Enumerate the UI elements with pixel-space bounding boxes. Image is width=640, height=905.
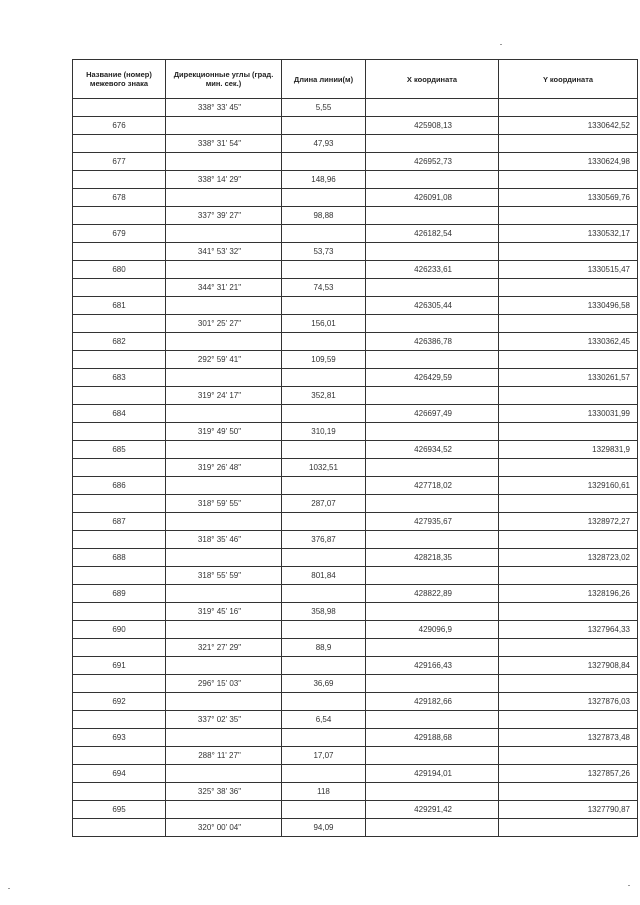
line-length: 118 bbox=[282, 783, 366, 801]
point-name: 683 bbox=[73, 369, 166, 387]
y-coordinate bbox=[499, 819, 638, 837]
x-coordinate: 426952,73 bbox=[366, 153, 499, 171]
line-length bbox=[282, 549, 366, 567]
table-header-row bbox=[73, 60, 638, 99]
point-name: 688 bbox=[73, 549, 166, 567]
direction-angle: 319° 49' 50" bbox=[166, 423, 282, 441]
direction-angle: 318° 35' 46" bbox=[166, 531, 282, 549]
point-row bbox=[73, 477, 638, 495]
x-coordinate bbox=[366, 459, 499, 477]
point-row bbox=[73, 333, 638, 351]
x-coordinate bbox=[366, 603, 499, 621]
line-length: 287,07 bbox=[282, 495, 366, 513]
direction-angle: 325° 38' 36" bbox=[166, 783, 282, 801]
x-coordinate: 429291,42 bbox=[366, 801, 499, 819]
line-length: 156,01 bbox=[282, 315, 366, 333]
x-coordinate bbox=[366, 243, 499, 261]
y-coordinate: 1327790,87 bbox=[499, 801, 638, 819]
line-length bbox=[282, 117, 366, 135]
y-coordinate: 1327908,84 bbox=[499, 657, 638, 675]
segment-row bbox=[73, 495, 638, 513]
point-row bbox=[73, 441, 638, 459]
line-length bbox=[282, 333, 366, 351]
x-coordinate: 426305,44 bbox=[366, 297, 499, 315]
line-length bbox=[282, 441, 366, 459]
segment-row bbox=[73, 747, 638, 765]
direction-angle bbox=[166, 225, 282, 243]
point-row bbox=[73, 765, 638, 783]
line-length: 358,98 bbox=[282, 603, 366, 621]
point-row bbox=[73, 801, 638, 819]
x-coordinate bbox=[366, 387, 499, 405]
direction-angle: 338° 31' 54" bbox=[166, 135, 282, 153]
direction-angle bbox=[166, 729, 282, 747]
y-coordinate: 1328196,26 bbox=[499, 585, 638, 603]
y-coordinate bbox=[499, 171, 638, 189]
y-coordinate: 1330031,99 bbox=[499, 405, 638, 423]
point-name bbox=[73, 567, 166, 585]
line-length: 5,55 bbox=[282, 99, 366, 117]
line-length bbox=[282, 225, 366, 243]
x-coordinate bbox=[366, 351, 499, 369]
y-coordinate bbox=[499, 351, 638, 369]
y-coordinate: 1330362,45 bbox=[499, 333, 638, 351]
point-row bbox=[73, 657, 638, 675]
table-body bbox=[73, 99, 638, 837]
segment-row bbox=[73, 639, 638, 657]
direction-angle: 292° 59' 41" bbox=[166, 351, 282, 369]
point-row bbox=[73, 189, 638, 207]
x-coordinate: 428822,89 bbox=[366, 585, 499, 603]
direction-angle bbox=[166, 801, 282, 819]
segment-row bbox=[73, 135, 638, 153]
point-name: 692 bbox=[73, 693, 166, 711]
line-length: 47,93 bbox=[282, 135, 366, 153]
point-name bbox=[73, 675, 166, 693]
point-name bbox=[73, 819, 166, 837]
y-coordinate bbox=[499, 495, 638, 513]
line-length: 53,73 bbox=[282, 243, 366, 261]
segment-row bbox=[73, 423, 638, 441]
point-name bbox=[73, 711, 166, 729]
point-name: 680 bbox=[73, 261, 166, 279]
x-coordinate bbox=[366, 567, 499, 585]
point-row bbox=[73, 225, 638, 243]
point-row bbox=[73, 405, 638, 423]
line-length: 148,96 bbox=[282, 171, 366, 189]
x-coordinate: 426386,78 bbox=[366, 333, 499, 351]
direction-angle bbox=[166, 189, 282, 207]
line-length bbox=[282, 513, 366, 531]
direction-angle: 319° 45' 16" bbox=[166, 603, 282, 621]
point-name bbox=[73, 315, 166, 333]
segment-row bbox=[73, 459, 638, 477]
segment-row bbox=[73, 279, 638, 297]
direction-angle: 341° 53' 32" bbox=[166, 243, 282, 261]
y-coordinate: 1327873,48 bbox=[499, 729, 638, 747]
direction-angle: 319° 26' 48" bbox=[166, 459, 282, 477]
segment-row bbox=[73, 675, 638, 693]
y-coordinate bbox=[499, 279, 638, 297]
direction-angle bbox=[166, 441, 282, 459]
direction-angle bbox=[166, 657, 282, 675]
line-length: 6,54 bbox=[282, 711, 366, 729]
point-name: 684 bbox=[73, 405, 166, 423]
segment-row bbox=[73, 171, 638, 189]
x-coordinate bbox=[366, 675, 499, 693]
direction-angle: 338° 33' 45" bbox=[166, 99, 282, 117]
x-coordinate: 429182,66 bbox=[366, 693, 499, 711]
point-name: 689 bbox=[73, 585, 166, 603]
point-row bbox=[73, 297, 638, 315]
y-coordinate bbox=[499, 459, 638, 477]
segment-row bbox=[73, 711, 638, 729]
point-name bbox=[73, 783, 166, 801]
y-coordinate bbox=[499, 243, 638, 261]
point-row bbox=[73, 369, 638, 387]
line-length bbox=[282, 261, 366, 279]
point-name: 685 bbox=[73, 441, 166, 459]
line-length: 376,87 bbox=[282, 531, 366, 549]
x-coordinate: 429188,68 bbox=[366, 729, 499, 747]
header-y-coordinate: Y координата bbox=[499, 60, 638, 99]
direction-angle bbox=[166, 369, 282, 387]
direction-angle bbox=[166, 585, 282, 603]
point-row bbox=[73, 585, 638, 603]
line-length bbox=[282, 657, 366, 675]
point-row bbox=[73, 261, 638, 279]
y-coordinate: 1329831,9 bbox=[499, 441, 638, 459]
direction-angle: 296° 15' 03" bbox=[166, 675, 282, 693]
point-row bbox=[73, 549, 638, 567]
segment-row bbox=[73, 819, 638, 837]
y-coordinate: 1328723,02 bbox=[499, 549, 638, 567]
point-name: 690 bbox=[73, 621, 166, 639]
segment-row bbox=[73, 783, 638, 801]
point-name bbox=[73, 747, 166, 765]
line-length: 94,09 bbox=[282, 819, 366, 837]
document-page bbox=[72, 59, 637, 837]
y-coordinate: 1328972,27 bbox=[499, 513, 638, 531]
y-coordinate: 1327857,26 bbox=[499, 765, 638, 783]
direction-angle bbox=[166, 117, 282, 135]
header-point-name: Название (номер) межевого знака bbox=[73, 60, 166, 99]
x-coordinate: 428218,35 bbox=[366, 549, 499, 567]
x-coordinate: 429194,01 bbox=[366, 765, 499, 783]
y-coordinate bbox=[499, 675, 638, 693]
direction-angle: 318° 59' 55" bbox=[166, 495, 282, 513]
point-row bbox=[73, 117, 638, 135]
point-name: 676 bbox=[73, 117, 166, 135]
direction-angle bbox=[166, 513, 282, 531]
direction-angle bbox=[166, 333, 282, 351]
x-coordinate bbox=[366, 639, 499, 657]
direction-angle: 337° 39' 27" bbox=[166, 207, 282, 225]
point-name: 694 bbox=[73, 765, 166, 783]
segment-row bbox=[73, 207, 638, 225]
y-coordinate: 1330261,57 bbox=[499, 369, 638, 387]
x-coordinate bbox=[366, 819, 499, 837]
point-name bbox=[73, 135, 166, 153]
y-coordinate: 1330642,52 bbox=[499, 117, 638, 135]
segment-row bbox=[73, 243, 638, 261]
point-row bbox=[73, 621, 638, 639]
x-coordinate bbox=[366, 135, 499, 153]
segment-row bbox=[73, 315, 638, 333]
line-length: 88,9 bbox=[282, 639, 366, 657]
line-length: 17,07 bbox=[282, 747, 366, 765]
x-coordinate bbox=[366, 279, 499, 297]
direction-angle: 318° 55' 59" bbox=[166, 567, 282, 585]
line-length bbox=[282, 801, 366, 819]
line-length: 109,59 bbox=[282, 351, 366, 369]
x-coordinate bbox=[366, 207, 499, 225]
point-name: 695 bbox=[73, 801, 166, 819]
y-coordinate bbox=[499, 423, 638, 441]
x-coordinate bbox=[366, 711, 499, 729]
direction-angle: 344° 31' 21" bbox=[166, 279, 282, 297]
point-name bbox=[73, 279, 166, 297]
point-name bbox=[73, 603, 166, 621]
direction-angle bbox=[166, 621, 282, 639]
point-name: 682 bbox=[73, 333, 166, 351]
y-coordinate: 1330624,98 bbox=[499, 153, 638, 171]
y-coordinate bbox=[499, 567, 638, 585]
direction-angle: 319° 24' 17" bbox=[166, 387, 282, 405]
x-coordinate: 429096,9 bbox=[366, 621, 499, 639]
x-coordinate: 426182,54 bbox=[366, 225, 499, 243]
point-name bbox=[73, 459, 166, 477]
direction-angle bbox=[166, 549, 282, 567]
point-name: 693 bbox=[73, 729, 166, 747]
x-coordinate bbox=[366, 171, 499, 189]
y-coordinate: 1330515,47 bbox=[499, 261, 638, 279]
line-length: 74,53 bbox=[282, 279, 366, 297]
segment-row bbox=[73, 531, 638, 549]
y-coordinate bbox=[499, 639, 638, 657]
point-row bbox=[73, 513, 638, 531]
header-direction-angle: Дирекционные углы (град. мин. сек.) bbox=[166, 60, 282, 99]
direction-angle bbox=[166, 765, 282, 783]
point-name bbox=[73, 531, 166, 549]
line-length bbox=[282, 369, 366, 387]
direction-angle: 338° 14' 29" bbox=[166, 171, 282, 189]
y-coordinate: 1330532,17 bbox=[499, 225, 638, 243]
line-length bbox=[282, 477, 366, 495]
line-length bbox=[282, 405, 366, 423]
header-x-coordinate: X координата bbox=[366, 60, 499, 99]
direction-angle: 321° 27' 29" bbox=[166, 639, 282, 657]
point-name bbox=[73, 423, 166, 441]
point-row bbox=[73, 153, 638, 171]
point-name: 691 bbox=[73, 657, 166, 675]
x-coordinate bbox=[366, 99, 499, 117]
y-coordinate bbox=[499, 315, 638, 333]
point-name: 686 bbox=[73, 477, 166, 495]
line-length: 801,84 bbox=[282, 567, 366, 585]
line-length bbox=[282, 693, 366, 711]
line-length bbox=[282, 297, 366, 315]
y-coordinate: 1327964,33 bbox=[499, 621, 638, 639]
y-coordinate: 1330496,58 bbox=[499, 297, 638, 315]
point-name bbox=[73, 495, 166, 513]
y-coordinate bbox=[499, 99, 638, 117]
direction-angle: 288° 11' 27" bbox=[166, 747, 282, 765]
y-coordinate: 1330569,76 bbox=[499, 189, 638, 207]
segment-row bbox=[73, 567, 638, 585]
line-length: 36,69 bbox=[282, 675, 366, 693]
x-coordinate: 426429,59 bbox=[366, 369, 499, 387]
x-coordinate bbox=[366, 315, 499, 333]
point-name bbox=[73, 639, 166, 657]
y-coordinate bbox=[499, 135, 638, 153]
point-name: 679 bbox=[73, 225, 166, 243]
line-length: 98,88 bbox=[282, 207, 366, 225]
boundary-points-table bbox=[72, 59, 638, 837]
line-length: 1032,51 bbox=[282, 459, 366, 477]
y-coordinate bbox=[499, 387, 638, 405]
direction-angle bbox=[166, 261, 282, 279]
x-coordinate: 427718,02 bbox=[366, 477, 499, 495]
point-name bbox=[73, 351, 166, 369]
direction-angle bbox=[166, 297, 282, 315]
x-coordinate bbox=[366, 747, 499, 765]
segment-row bbox=[73, 387, 638, 405]
x-coordinate: 426697,49 bbox=[366, 405, 499, 423]
direction-angle: 337° 02' 35" bbox=[166, 711, 282, 729]
y-coordinate bbox=[499, 207, 638, 225]
segment-row bbox=[73, 351, 638, 369]
y-coordinate bbox=[499, 603, 638, 621]
x-coordinate: 426233,61 bbox=[366, 261, 499, 279]
y-coordinate: 1329160,61 bbox=[499, 477, 638, 495]
line-length: 310,19 bbox=[282, 423, 366, 441]
direction-angle: 320° 00' 04" bbox=[166, 819, 282, 837]
line-length bbox=[282, 153, 366, 171]
line-length bbox=[282, 189, 366, 207]
point-name bbox=[73, 243, 166, 261]
segment-row bbox=[73, 99, 638, 117]
point-name bbox=[73, 207, 166, 225]
x-coordinate: 425908,13 bbox=[366, 117, 499, 135]
segment-row bbox=[73, 603, 638, 621]
y-coordinate bbox=[499, 711, 638, 729]
y-coordinate: 1327876,03 bbox=[499, 693, 638, 711]
line-length bbox=[282, 621, 366, 639]
direction-angle bbox=[166, 405, 282, 423]
direction-angle bbox=[166, 153, 282, 171]
point-name: 687 bbox=[73, 513, 166, 531]
line-length bbox=[282, 729, 366, 747]
x-coordinate bbox=[366, 495, 499, 513]
y-coordinate bbox=[499, 531, 638, 549]
x-coordinate bbox=[366, 783, 499, 801]
x-coordinate: 427935,67 bbox=[366, 513, 499, 531]
line-length bbox=[282, 585, 366, 603]
x-coordinate bbox=[366, 423, 499, 441]
x-coordinate: 426934,52 bbox=[366, 441, 499, 459]
x-coordinate: 429166,43 bbox=[366, 657, 499, 675]
point-name: 681 bbox=[73, 297, 166, 315]
x-coordinate: 426091,08 bbox=[366, 189, 499, 207]
line-length: 352,81 bbox=[282, 387, 366, 405]
direction-angle bbox=[166, 477, 282, 495]
point-name bbox=[73, 387, 166, 405]
line-length bbox=[282, 765, 366, 783]
y-coordinate bbox=[499, 783, 638, 801]
point-name bbox=[73, 99, 166, 117]
x-coordinate bbox=[366, 531, 499, 549]
point-row bbox=[73, 729, 638, 747]
y-coordinate bbox=[499, 747, 638, 765]
point-row bbox=[73, 693, 638, 711]
point-name: 678 bbox=[73, 189, 166, 207]
header-line-length: Длина линии(м) bbox=[282, 60, 366, 99]
direction-angle: 301° 25' 27" bbox=[166, 315, 282, 333]
direction-angle bbox=[166, 693, 282, 711]
point-name: 677 bbox=[73, 153, 166, 171]
point-name bbox=[73, 171, 166, 189]
